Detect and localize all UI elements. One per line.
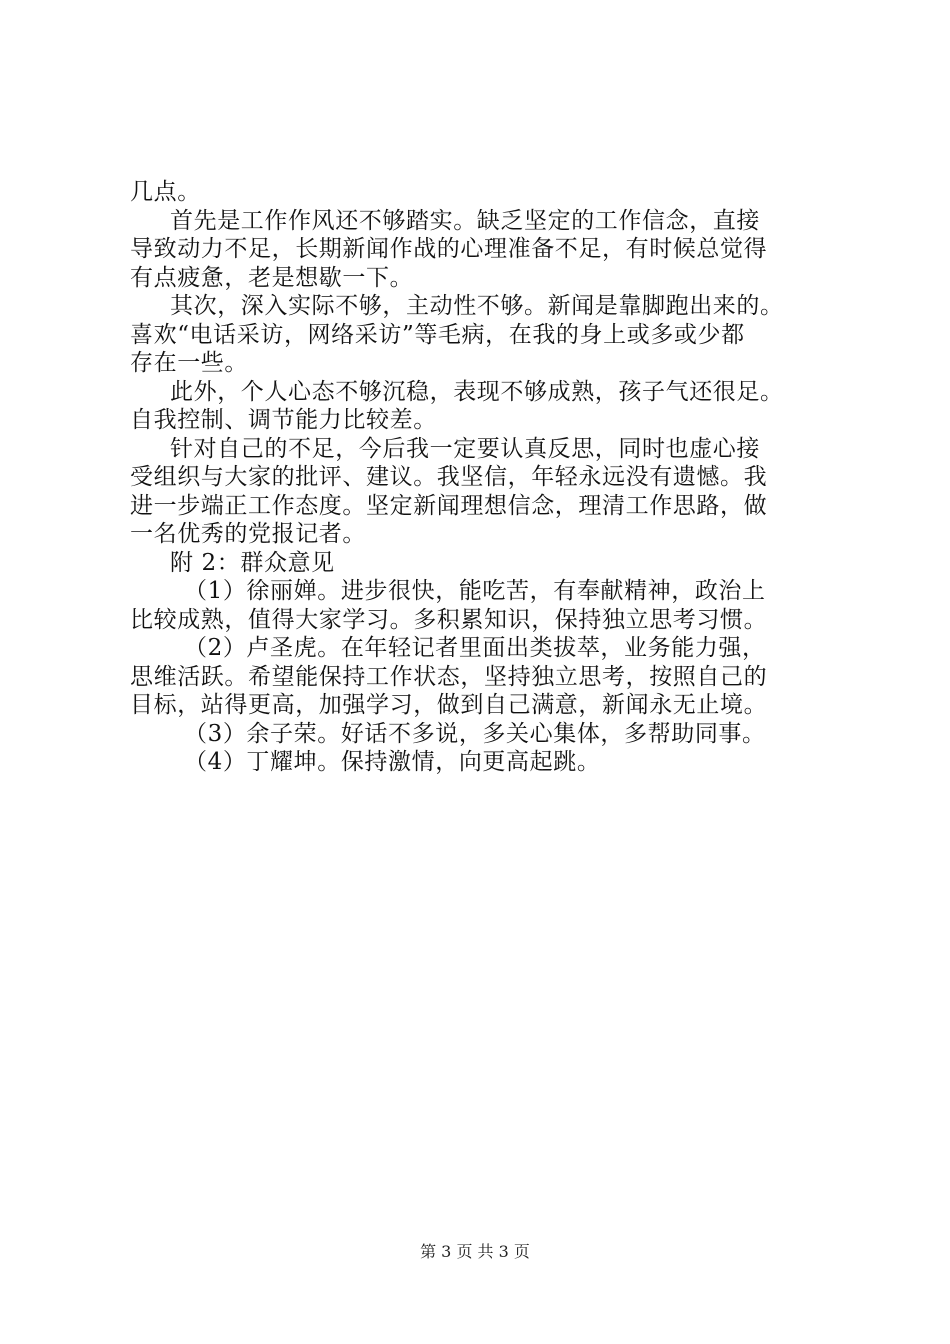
paragraph-line: 首先是工作作风还不够踏实。缺乏坚定的工作信念，直接 [170,207,760,234]
paragraph-line: 此外，个人心态不够沉稳，表现不够成熟，孩子气还很足。 [170,378,784,405]
appendix-heading: 附 2：群众意见 [170,549,335,576]
paragraph-line: 自我控制、调节能力比较差。 [130,407,437,433]
paragraph-line: 其次，深入实际不够，主动性不够。新闻是靠脚跑出来的。 [170,293,784,319]
paragraph-line: 进一步端正工作态度。坚定新闻理想信念，理清工作思路，做 [130,492,768,519]
page-number: 第 3 页 共 3 页 [420,1242,530,1261]
paragraph-line: 目标，站得更高，加强学习，做到自己满意，新闻永无止境。 [130,692,768,718]
opinion-item: （2）卢圣虎。在年轻记者里面出类拔萃，业务能力强， [184,635,766,661]
paragraph-line: 受组织与大家的批评、建议。我坚信，年轻永远没有遗憾。我 [130,464,768,490]
paragraph-line: 喜欢“电话采访，网络采访”等毛病，在我的身上或多或少都 [130,321,745,348]
page-footer [0,1242,950,1262]
paragraph-line: 针对自己的不足，今后我一定要认真反思，同时也虚心接 [170,435,760,462]
paragraph-line: 思维活跃。希望能保持工作状态，坚持独立思考，按照自己的 [130,663,768,690]
opinion-item: （1）徐丽婵。进步很快，能吃苦，有奉献精神，政治上 [184,578,766,604]
opinion-item: （3）余子荣。好话不多说，多关心集体，多帮助同事。 [184,720,766,747]
paragraph-line: 几点。 [130,179,201,205]
paragraph-line: 一名优秀的党报记者。 [130,521,366,547]
paragraph-line: 导致动力不足，长期新闻作战的心理准备不足，有时候总觉得 [130,236,768,262]
paragraph-line: 比较成熟，值得大家学习。多积累知识，保持独立思考习惯。 [130,606,768,633]
opinion-item: （4）丁耀坤。保持激情，向更高起跳。 [184,749,601,775]
paragraph-line: 有点疲惫，老是想歇一下。 [130,264,414,291]
paragraph-line: 存在一些。 [130,350,248,376]
document-body [130,178,850,777]
